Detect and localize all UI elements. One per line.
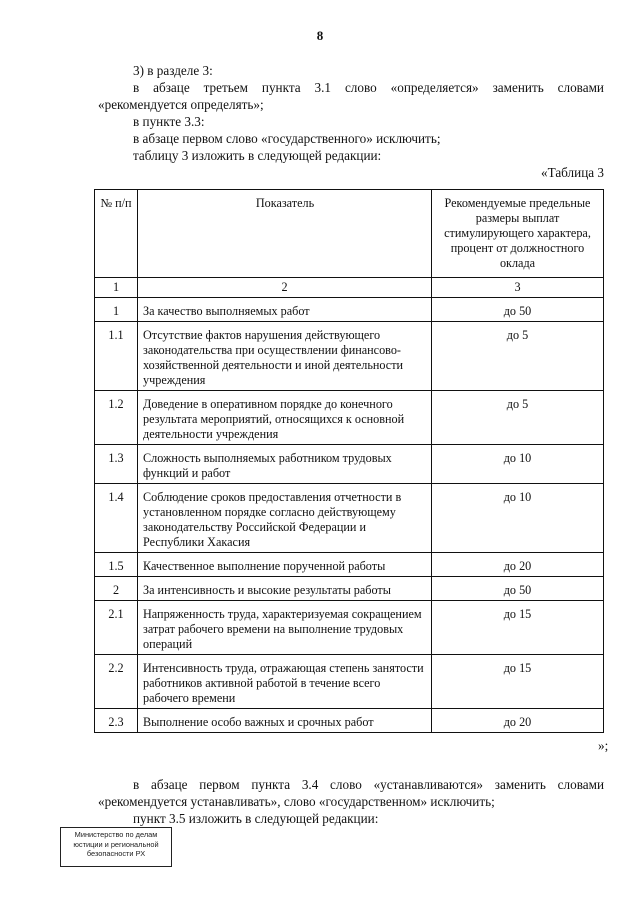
header-indicator: Показатель xyxy=(138,190,432,278)
ministry-stamp xyxy=(60,827,172,867)
row-indicator: Напряженность труда, характеризуемая сокращением затрат рабочего времени на выполнение трудовых операций xyxy=(138,601,432,655)
row-value: до 15 xyxy=(432,655,604,709)
index-cell: 1 xyxy=(95,278,138,298)
outro-paragraph-3-4-cont: «рекомендуется устанавливать», слово «государственном» исключить; xyxy=(98,794,495,809)
row-indicator: Доведение в оперативном порядке до конечного результата мероприятий, относящихся к основной деятельности учреждения xyxy=(138,391,432,445)
table-row xyxy=(95,445,604,484)
row-indicator: Качественное выполнение порученной работы xyxy=(138,553,432,577)
table-closing-quote: »; xyxy=(598,738,609,753)
row-num: 1.2 xyxy=(95,391,138,445)
row-num: 1 xyxy=(95,298,138,322)
table-row xyxy=(95,709,604,733)
row-num: 1.1 xyxy=(95,322,138,391)
row-num: 2.1 xyxy=(95,601,138,655)
row-num: 1.4 xyxy=(95,484,138,553)
stamp-line: юстиции и региональной xyxy=(73,839,159,849)
row-indicator: Интенсивность труда, отражающая степень занятости работников активной работой в течение всего рабочего времени xyxy=(138,655,432,709)
row-indicator: Соблюдение сроков предоставления отчетности в установленном порядке согласно действующему законодательству Российской Федерации и Республики Хакасия xyxy=(138,484,432,553)
row-num: 1.5 xyxy=(95,553,138,577)
table-row xyxy=(95,298,604,322)
table-row xyxy=(95,553,604,577)
table-row xyxy=(95,601,604,655)
row-indicator: Отсутствие фактов нарушения действующего законодательства при осуществлении финансово-хозяйственной деятельности и иной деятельности учреждения xyxy=(138,322,432,391)
row-indicator: За качество выполняемых работ xyxy=(138,298,432,322)
row-value: до 50 xyxy=(432,577,604,601)
row-indicator: Сложность выполняемых работником трудовых функций и работ xyxy=(138,445,432,484)
table-row xyxy=(95,484,604,553)
row-value: до 15 xyxy=(432,601,604,655)
row-num: 2.2 xyxy=(95,655,138,709)
row-value: до 5 xyxy=(432,391,604,445)
row-value: до 5 xyxy=(432,322,604,391)
table-row xyxy=(95,655,604,709)
row-value: до 20 xyxy=(432,553,604,577)
table-index-row xyxy=(95,278,604,298)
intro-table-instruction: таблицу 3 изложить в следующей редакции: xyxy=(133,148,382,163)
outro-paragraph-3-4: в абзаце первом пункта 3.4 слово «устанавливаются» заменить словами xyxy=(133,777,604,792)
row-indicator: За интенсивность и высокие результаты работы xyxy=(138,577,432,601)
header-num: № п/п xyxy=(95,190,138,278)
header-value: Рекомендуемые предельные размеры выплат стимулирующего характера, процент от должностного оклада xyxy=(432,190,604,278)
row-num: 2 xyxy=(95,577,138,601)
row-value: до 50 xyxy=(432,298,604,322)
index-cell: 3 xyxy=(432,278,604,298)
intro-section-heading: 3) в разделе 3: xyxy=(133,63,213,78)
page-number: 8 xyxy=(316,28,324,43)
table-row xyxy=(95,322,604,391)
row-indicator: Выполнение особо важных и срочных работ xyxy=(138,709,432,733)
table-caption: «Таблица 3 xyxy=(541,165,604,180)
outro-point-3-5: пункт 3.5 изложить в следующей редакции: xyxy=(133,811,379,826)
intro-paragraph-3-1-cont: «рекомендуется определять»; xyxy=(98,97,264,112)
table-row xyxy=(95,577,604,601)
table-3 xyxy=(94,189,604,733)
row-value: до 20 xyxy=(432,709,604,733)
stamp-line: Министерство по делам xyxy=(74,830,158,839)
index-cell: 2 xyxy=(138,278,432,298)
stamp-line: безопасности РХ xyxy=(86,849,146,858)
row-value: до 10 xyxy=(432,445,604,484)
intro-paragraph-3-1: в абзаце третьем пункта 3.1 слово «определяется» заменить словами xyxy=(133,80,604,95)
row-num: 2.3 xyxy=(95,709,138,733)
row-value: до 10 xyxy=(432,484,604,553)
intro-point-3-3: в пункте 3.3: xyxy=(133,114,205,129)
intro-paragraph-first: в абзаце первом слово «государственного» исключить; xyxy=(133,131,441,146)
row-num: 1.3 xyxy=(95,445,138,484)
table-header-row xyxy=(95,190,604,278)
table-row xyxy=(95,391,604,445)
